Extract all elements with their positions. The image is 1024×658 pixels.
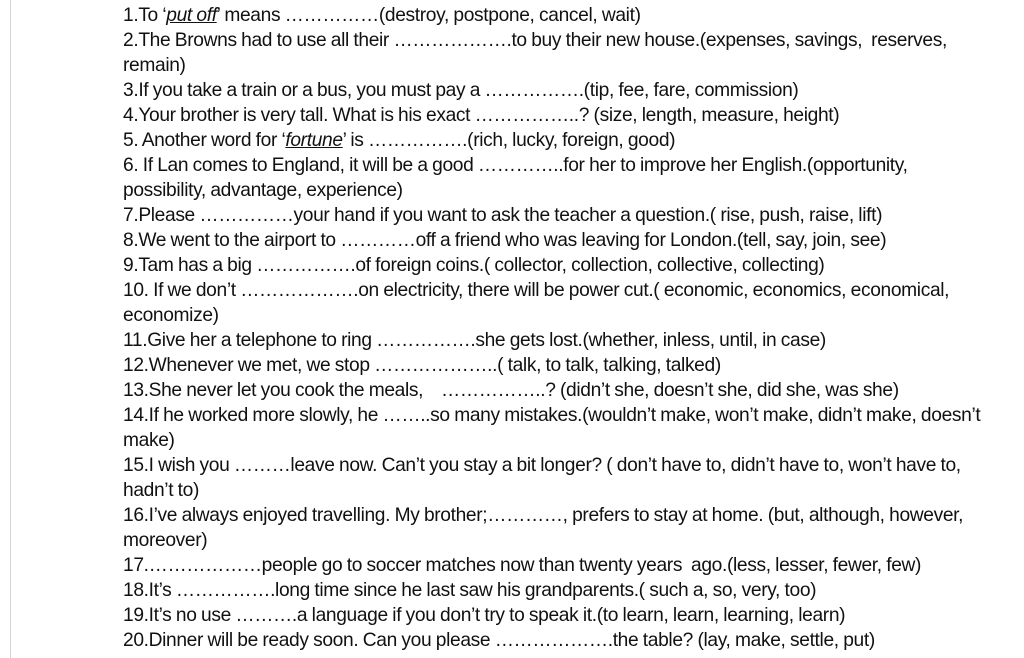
- question-number: 10.: [123, 280, 149, 301]
- question-number: 20.: [123, 630, 149, 651]
- question-text: Whenever we met, we stop ………………..( talk, to talk, talking, talked): [148, 355, 721, 376]
- question-text: Another word for ‘: [138, 130, 286, 151]
- question-16: [123, 503, 983, 553]
- question-number: 6.: [123, 155, 139, 176]
- question-text: ’ is …………….(rich, lucky, foreign, good): [342, 130, 676, 151]
- question-3: [123, 78, 983, 103]
- question-number: 19.: [123, 605, 149, 626]
- question-text: She never let you cook the meals, ……………..? (didn’t she, doesn’t she, did she, was she): [148, 380, 899, 401]
- left-margin-line: [10, 0, 11, 658]
- question-text: The Browns had to use all their ……………….to buy their new house.(expenses, savings, reserves, remain): [123, 30, 952, 76]
- question-text: ………………people go to soccer matches now than twenty years ago.(less, lesser, fewer, few): [148, 555, 922, 576]
- question-12: [123, 353, 983, 378]
- question-text: Please ……………your hand if you want to ask the teacher a question.( rise, push, raise, lift): [138, 205, 883, 226]
- emphasized-phrase: fortune: [285, 130, 343, 151]
- question-number: 17.: [123, 555, 149, 576]
- question-number: 14.: [123, 405, 149, 426]
- question-text: Tam has a big …………….of foreign coins.( collector, collection, collective, collecting): [138, 255, 825, 276]
- question-6: [123, 153, 983, 203]
- question-14: [123, 403, 983, 453]
- question-15: [123, 453, 983, 503]
- question-20: [123, 628, 983, 653]
- question-text: I’ve always enjoyed travelling. My brother;…………, prefers to stay at home. (but, although, however, moreover): [123, 505, 968, 551]
- question-number: 16.: [123, 505, 149, 526]
- question-number: 2.: [123, 30, 139, 51]
- question-7: [123, 203, 983, 228]
- question-text: If Lan comes to England, it will be a good …………..for her to improve her English.(opportunity, possibility, advantage, experience): [123, 155, 913, 201]
- question-text: Give her a telephone to ring …………….she gets lost.(whether, inless, until, in case): [147, 330, 826, 351]
- question-text: If we don’t ……………….on electricity, there will be power cut.( economic, economics, economical, economize): [123, 280, 954, 326]
- question-8: [123, 228, 983, 253]
- question-4: [123, 103, 983, 128]
- exercise-list: [123, 3, 983, 653]
- question-text: Your brother is very tall. What is his exact ……………..? (size, length, measure, height): [138, 105, 840, 126]
- question-number: 7.: [123, 205, 139, 226]
- question-2: [123, 28, 983, 78]
- question-text: ’ means ……………(destroy, postpone, cancel, wait): [216, 5, 641, 26]
- question-text: Dinner will be ready soon. Can you please ……………….the table? (lay, make, settle, put): [148, 630, 875, 651]
- question-text: I wish you ………leave now. Can’t you stay a bit longer? ( don’t have to, didn’t have to, won’t have to, hadn’t to): [123, 455, 966, 501]
- question-number: 4.: [123, 105, 139, 126]
- question-text: It’s …………….long time since he last saw his grandparents.( such a, so, very, too): [148, 580, 817, 601]
- question-text: If you take a train or a bus, you must pay a …………….(tip, fee, fare, commission): [138, 80, 799, 101]
- question-1: [123, 3, 983, 28]
- question-number: 15.: [123, 455, 149, 476]
- question-number: 3.: [123, 80, 139, 101]
- question-number: 8.: [123, 230, 139, 251]
- question-number: 11.: [123, 330, 148, 351]
- question-13: [123, 378, 983, 403]
- question-text: To ‘: [138, 5, 167, 26]
- question-number: 1.: [123, 5, 139, 26]
- question-10: [123, 278, 983, 328]
- question-number: 9.: [123, 255, 139, 276]
- question-9: [123, 253, 983, 278]
- emphasized-phrase: put off: [166, 5, 217, 26]
- question-text: We went to the airport to …………off a friend who was leaving for London.(tell, say, join, see): [138, 230, 887, 251]
- question-number: 18.: [123, 580, 149, 601]
- question-17: [123, 553, 983, 578]
- question-5: [123, 128, 983, 153]
- question-number: 5.: [123, 130, 139, 151]
- question-text: It’s no use ……….a language if you don’t try to speak it.(to learn, learn, learning, learn): [148, 605, 846, 626]
- question-number: 12.: [123, 355, 149, 376]
- question-19: [123, 603, 983, 628]
- question-number: 13.: [123, 380, 149, 401]
- question-18: [123, 578, 983, 603]
- question-11: [123, 328, 983, 353]
- question-text: If he worked more slowly, he ……..so many mistakes.(wouldn’t make, won’t make, didn’t make, doesn’t make): [123, 405, 985, 451]
